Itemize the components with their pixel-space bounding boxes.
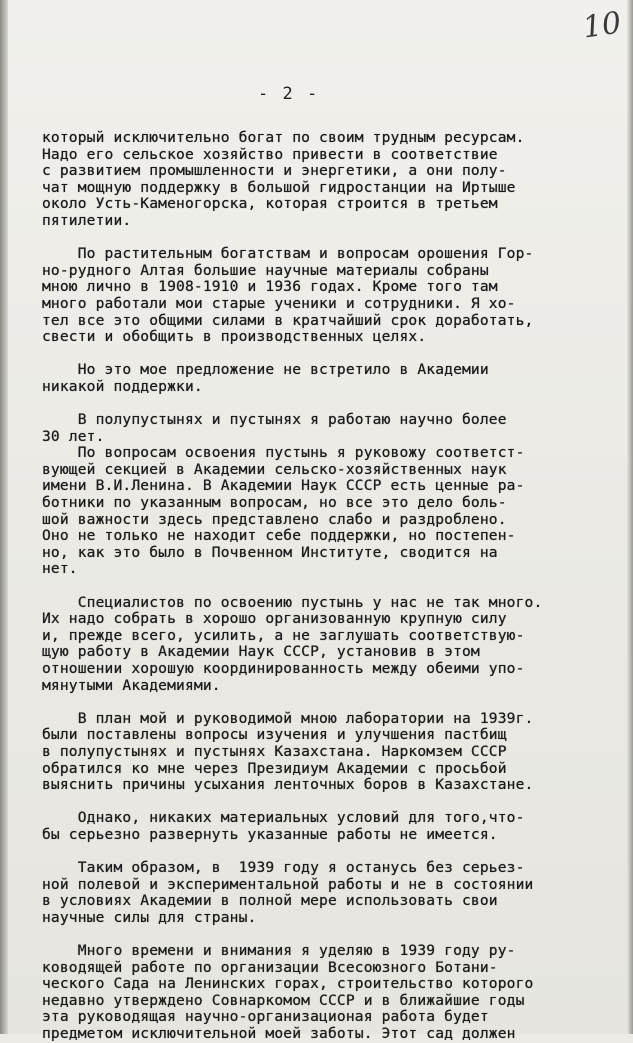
text-line: тел все это общими силами в кратчайший срок доработать, <box>42 311 534 329</box>
text-line: мянутыми Академиями. <box>42 676 221 694</box>
text-line <box>42 578 627 595</box>
text-line: Оно не только не находит себе поддержки, но постепен- <box>42 527 516 545</box>
text-line: отношении хорошую координированность между обеими упо- <box>42 660 525 677</box>
text-line: мною лично в 1908-1910 и 1936 годах. Кроме того там <box>42 278 498 296</box>
text-line: в полупустынях и пустынях Казахстана. Наркомзем СССР <box>42 742 507 760</box>
text-line: нет. <box>42 560 78 578</box>
text-line <box>42 844 627 861</box>
text-line: с развитием промышленности и энергетики, а они полу- <box>42 162 507 180</box>
text-line: были поставлены вопросы изучения и улучшения пастбищ <box>42 726 507 744</box>
text-line: Но это мое предложение не встретило в Академии <box>42 361 489 379</box>
page-edge-shadow-right <box>627 0 633 1034</box>
text-line: бы серьезно развернуть указанные работы не имеется. <box>42 825 498 843</box>
text-line: предметом исключительной моей заботы. Этот сад должен <box>42 1025 516 1043</box>
page-edge-shadow-left <box>0 0 8 1034</box>
typewritten-body <box>42 130 627 1043</box>
text-line: Специалистов по освоению пустынь у нас не так много. <box>42 593 543 611</box>
text-line: ководящей работе по организации Всесоюзного Ботани- <box>42 958 498 976</box>
text-line: ной полевой и экспериментальной работы и не в состоянии <box>42 875 534 893</box>
text-line: Таким образом, в 1939 году я останусь без серьез- <box>42 859 525 877</box>
text-line: 30 лет. <box>42 427 105 445</box>
text-line: Много времени и внимания я уделяю в 1939 году ру- <box>42 942 516 960</box>
text-line: обратился ко мне через Президиум Академии с просьбой <box>42 759 507 777</box>
text-line: но, как это было в Почвенном Институте, сводится на <box>42 543 498 561</box>
text-line: В полупустынях и пустынях я работаю научно более <box>42 411 507 429</box>
text-line <box>42 346 627 363</box>
text-line: и, прежде всего, усилить, а не заглушать соответствую- <box>42 626 525 644</box>
text-line: ботники по указанным вопросам, но все это дело боль- <box>42 494 507 512</box>
text-line <box>42 230 627 247</box>
text-line: имени В.И.Ленина. В Академии Наук СССР есть ценные ра- <box>42 477 525 495</box>
text-line: свести и обобщить в производственных целях. <box>42 328 427 346</box>
text-line: вующей секцией в Академии сельско-хозяйственных наук <box>42 460 507 478</box>
text-line: который исключительно богат по своим трудным ресурсам. <box>42 129 525 146</box>
text-line: пятилетии. <box>42 211 132 229</box>
text-line: но-рудного Алтая большие научные материалы собраны <box>42 261 489 279</box>
text-line: Однако, никаких материальных условий для того,что- <box>42 809 525 827</box>
text-line: научные силы для страны. <box>42 908 257 926</box>
text-line: никакой поддержки. <box>42 377 203 395</box>
text-line: В план мой и руководимой мною лаборатории на 1939г. <box>42 709 534 727</box>
text-line: эта руководящая научно-организационая работа будет <box>42 1008 489 1026</box>
text-line: шой важности здесь представлено слабо и раздроблено. <box>42 510 507 528</box>
text-line: щую работу в Академии Наук СССР, установив в этом <box>42 643 480 661</box>
text-line <box>42 794 627 811</box>
page-number: - 2 - <box>258 84 320 104</box>
text-line <box>42 694 627 711</box>
handwritten-page-mark: 10 <box>580 5 624 46</box>
text-line: чат мощную поддержку в большой гидростанции на Иртыше <box>42 178 516 196</box>
text-line <box>42 396 627 413</box>
text-line: Их надо собрать в хорошо организованную крупную силу <box>42 610 507 628</box>
text-line: Надо его сельское хозяйство привести в соответствие <box>42 145 498 163</box>
text-line: недавно утверждено Совнаркомом СССР и в ближайшие годы <box>42 991 525 1009</box>
text-line: много работали мои старые ученики и сотрудники. Я хо- <box>42 294 516 312</box>
text-line: выяснить причины усыхания ленточных боров в Казахстане. <box>42 776 534 794</box>
text-line <box>42 927 627 944</box>
text-line: По вопросам освоения пустынь я руковожу соответст- <box>42 444 525 462</box>
text-line: По растительным богатствам и вопросам орошения Гор- <box>42 245 534 263</box>
text-line: около Усть-Каменогорска, которая строится в третьем <box>42 195 498 213</box>
text-line: ческого Сада на Ленинских горах, строительство которого <box>42 975 534 993</box>
text-line: в условиях Академии в полной мере использовать свои <box>42 892 498 910</box>
